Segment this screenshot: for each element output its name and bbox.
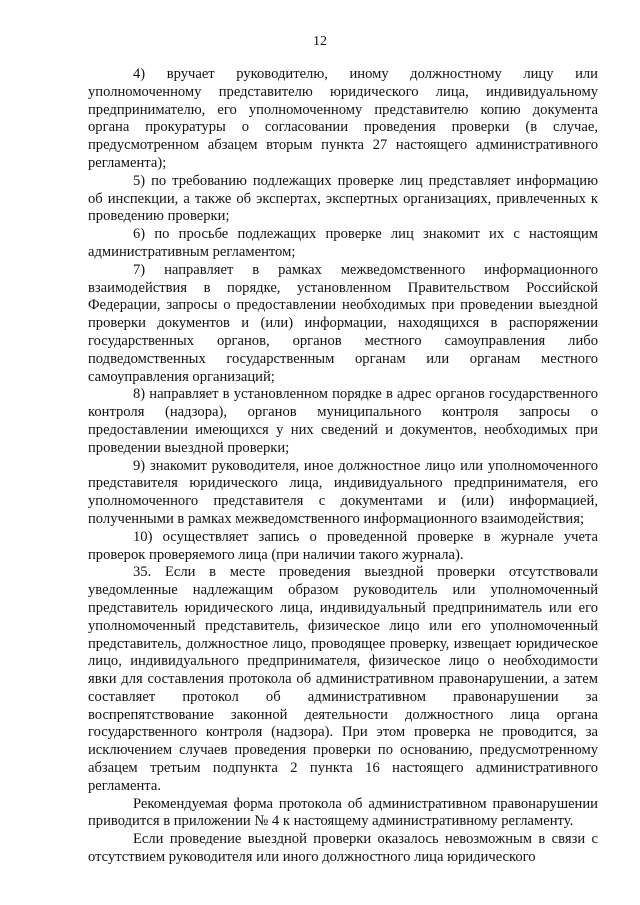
paragraph-impossible-inspection: Если проведение выездной проверки оказалось невозможным в связи с отсутствием руководителя или иного должностного лица юридического	[88, 831, 598, 866]
paragraph-item-7: 7) направляет в рамках межведомственного информационного взаимодействия в порядке, установленном Правительством Российской Федерации, запросы о предоставлении необходимых при проведении выездной проверки документов и (или) информации, находящихся в распоряжении государственных органов, органов местного самоуправления либо подведомственных государственным органам или органам местного самоуправления организаций;	[88, 261, 598, 385]
document-body	[88, 66, 598, 867]
paragraph-item-9: 9) знакомит руководителя, иное должностное лицо или уполномоченного представителя юридического лица, индивидуального предпринимателя, его уполномоченного представителя с документами и (или) информацией, полученными в рамках межведомственного информационного взаимодействия;	[88, 457, 598, 527]
paragraph-section-35: 35. Если в месте проведения выездной проверки отсутствовали уведомленные надлежащим образом руководитель или уполномоченный представитель юридического лица, индивидуальный предприниматель или его уполномоченный представитель, физическое лицо или его уполномоченный представитель, должностное лицо, проводящее проверку, извещает юридическое лицо, индивидуального предпринимателя, физическое лицо о необходимости явки для составления протокола об административном правонарушении, а затем составляет протокол об административном правонарушении за воспрепятствование законной деятельности должностного лица органа государственного контроля (надзора). При этом проверка не проводится, за исключением случаев проведения проверки по основанию, предусмотренному абзацем третьим подпункта 2 пункта 16 настоящего административного регламента.	[88, 564, 598, 794]
page-number: 12	[313, 34, 327, 49]
paragraph-item-10: 10) осуществляет запись о проведенной проверке в журнале учета проверок проверяемого лица (при наличии такого журнала).	[88, 528, 598, 563]
paragraph-item-5: 5) по требованию подлежащих проверке лиц представляет информацию об инспекции, а также об экспертах, экспертных организациях, привлеченных к проведению проверки;	[88, 172, 598, 225]
paragraph-item-4: 4) вручает руководителю, иному должностному лицу или уполномоченному представителю юридического лица, индивидуальному предпринимателю, его уполномоченному представителю копию документа органа прокуратуры о согласовании проведения проверки (в случае, предусмотренном абзацем вторым пункта 27 настоящего административного регламента);	[88, 66, 598, 171]
paragraph-protocol-form: Рекомендуемая форма протокола об административном правонарушении приводится в приложении № 4 к настоящему административному регламенту.	[88, 795, 598, 830]
paragraph-item-8: 8) направляет в установленном порядке в адрес органов государственного контроля (надзора), органов муниципального контроля запросы о предоставлении имеющихся у них сведений и документов, необходимых при проведении выездной проверки;	[88, 386, 598, 456]
paragraph-item-6: 6) по просьбе подлежащих проверке лиц знакомит их с настоящим административным регламентом;	[88, 226, 598, 260]
